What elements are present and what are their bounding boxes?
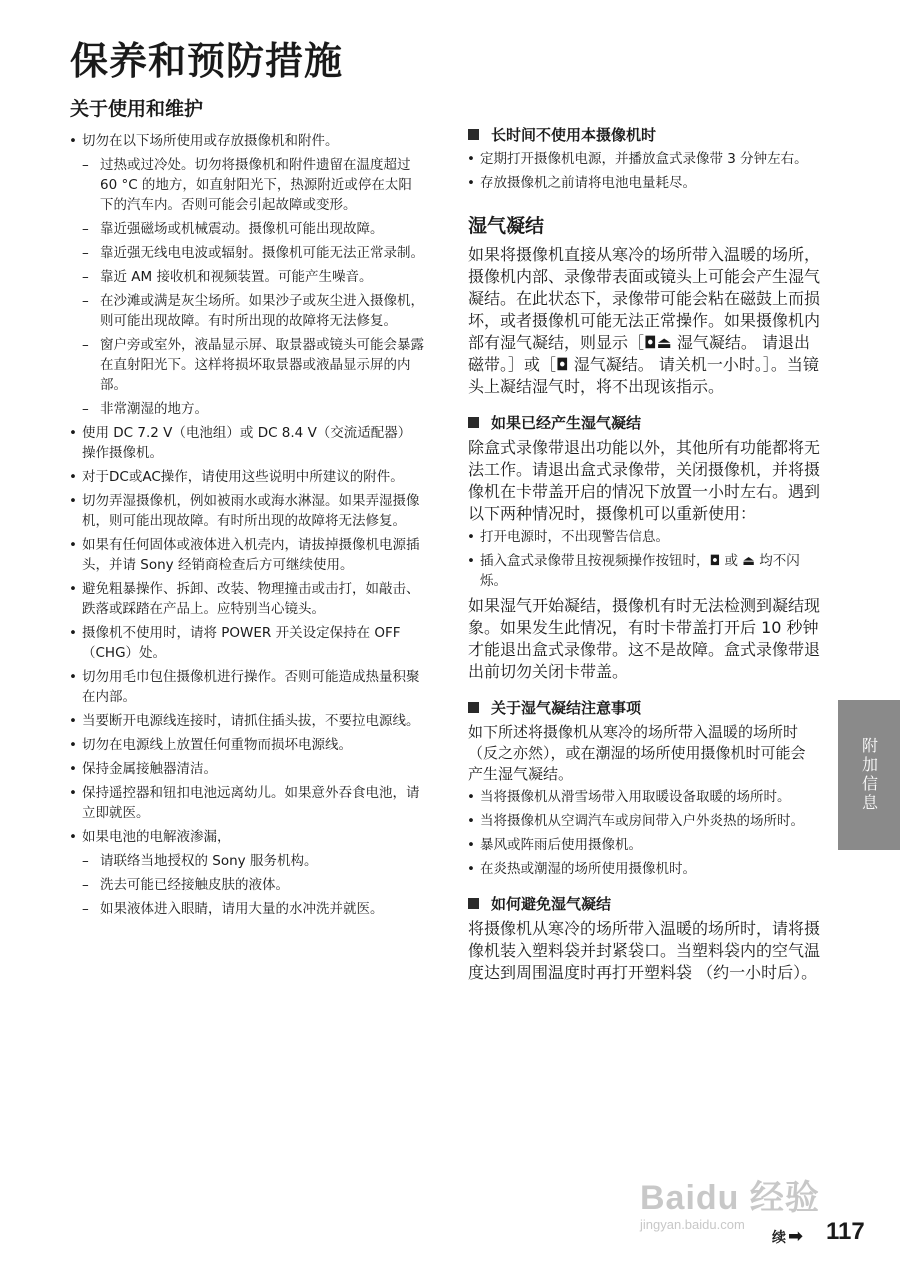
page-title: 保养和预防措施 bbox=[70, 39, 344, 83]
sub-list-item: – 过热或过冷处。切勿将摄像机和附件遗留在温度超过 60 °C 的地方，如直射阳光下，热源附近或停在太阳下的汽车内。否则可能会引起故障或变形。 bbox=[68, 155, 424, 215]
section-heading-notes: 关于湿气凝结注意事项 bbox=[468, 697, 820, 718]
list-item: • 如果有任何固体或液体进入机壳内，请拔掉摄像机电源插头，并请 Sony 经销商检查后方可继续使用。 bbox=[68, 535, 424, 575]
list-item: • 打开电源时，不出现警告信息。 bbox=[466, 527, 820, 547]
square-bullet-icon bbox=[468, 702, 479, 713]
section-heading-usage: 关于使用和维护 bbox=[70, 98, 204, 120]
list-item: • 切勿用毛巾包住摄像机进行操作。否则可能造成热量积聚在内部。 bbox=[68, 667, 424, 707]
section-heading-if-condensed: 如果已经产生湿气凝结 bbox=[468, 412, 820, 433]
list-item: • 如果电池的电解液渗漏， bbox=[68, 827, 424, 847]
notes-list bbox=[466, 787, 820, 879]
list-item: • 定期打开摄像机电源，并播放盒式录像带 3 分钟左右。 bbox=[466, 149, 820, 169]
sub-list-item: – 靠近 AM 接收机和视频装置。可能产生噪音。 bbox=[68, 267, 424, 287]
arrow-right-icon: ➡ bbox=[788, 1226, 804, 1247]
square-bullet-icon bbox=[468, 898, 479, 909]
list-item: • 在炎热或潮湿的场所使用摄像机时。 bbox=[466, 859, 820, 879]
list-item: • 使用 DC 7.2 V（电池组）或 DC 8.4 V（交流适配器）操作摄像机。 bbox=[68, 423, 424, 463]
if-condensed-paragraph-2: 如果湿气开始凝结，摄像机有时无法检测到凝结现象。如果发生此情况，有时卡带盖打开后 10 秒钟才能退出盒式录像带。这不是故障。盒式录像带退出前切勿关闭卡带盖。 bbox=[468, 596, 821, 681]
side-tab-label: 附加信息 bbox=[859, 737, 879, 813]
list-item: • 插入盒式录像带且按视频操作按钮时，◘ 或 ⏏ 均不闪烁。 bbox=[466, 551, 820, 591]
long-term-list bbox=[466, 149, 820, 193]
square-bullet-icon bbox=[468, 129, 479, 140]
page-number: 117 bbox=[826, 1218, 865, 1245]
list-item: • 切勿在以下场所使用或存放摄像机和附件。 bbox=[68, 131, 424, 151]
list-item: • 摄像机不使用时，请将 POWER 开关设定保持在 OFF （CHG）处。 bbox=[68, 623, 424, 663]
section-heading-prevent: 如何避免湿气凝结 bbox=[468, 893, 820, 914]
prevent-paragraph: 将摄像机从寒冷的场所带入温暖的场所时，请将摄像机装入塑料袋并封紧袋口。当塑料袋内的空气温度达到周围温度时再打开塑料袋 （约一小时后）。 bbox=[468, 919, 821, 982]
sub-list-item: – 请联络当地授权的 Sony 服务机构。 bbox=[68, 851, 424, 871]
list-item: • 暴风或阵雨后使用摄像机。 bbox=[466, 835, 820, 855]
square-bullet-icon bbox=[468, 417, 479, 428]
section-heading-long-term: 长时间不使用本摄像机时 bbox=[468, 124, 820, 145]
condensation-paragraph: 如果将摄像机直接从寒冷的场所带入温暖的场所，摄像机内部、录像带表面或镜头上可能会产生湿气凝结。在此状态下，录像带可能会粘在磁鼓上而损坏，或者摄像机可能无法正常操作。如果摄像机内部有湿气凝结，则显示［◘⏏ 湿气凝结。 请退出磁带。］或［◘ 湿气凝结。 请关机一小时。］。当镜头上凝结湿气时，将不出现该指示。 bbox=[468, 245, 821, 396]
usage-list bbox=[68, 131, 424, 919]
left-column bbox=[68, 94, 424, 923]
list-item: • 存放摄像机之前请将电池电量耗尽。 bbox=[466, 173, 820, 193]
if-condensed-paragraph: 除盒式录像带退出功能以外，其他所有功能都将无法工作。请退出盒式录像带，关闭摄像机，并将摄像机在卡带盖开启的情况下放置一小时左右。遇到以下两种情况时，摄像机可以重新使用： bbox=[468, 438, 821, 523]
watermark-logo: Baidu 经验 bbox=[640, 1179, 820, 1217]
list-item: • 当将摄像机从滑雪场带入用取暖设备取暖的场所时。 bbox=[466, 787, 820, 807]
sub-list-item: – 如果液体进入眼睛，请用大量的水冲洗并就医。 bbox=[68, 899, 424, 919]
if-condensed-list bbox=[466, 527, 820, 591]
list-item: • 当将摄像机从空调汽车或房间带入户外炎热的场所时。 bbox=[466, 811, 820, 831]
sub-list-item: – 窗户旁或室外，液晶显示屏、取景器或镜头可能会暴露在直射阳光下。这样将损坏取景器或液晶显示屏的内部。 bbox=[68, 335, 424, 395]
list-item: • 切勿在电源线上放置任何重物而损坏电源线。 bbox=[68, 735, 424, 755]
list-item: • 保持遥控器和钮扣电池远离幼儿。如果意外吞食电池，请立即就医。 bbox=[68, 783, 424, 823]
sub-list-item: – 在沙滩或满是灰尘场所。如果沙子或灰尘进入摄像机，则可能出现故障。有时所出现的故障将无法修复。 bbox=[68, 291, 424, 331]
sub-list-item: – 靠近强磁场或机械震动。摄像机可能出现故障。 bbox=[68, 219, 424, 239]
side-tab bbox=[838, 700, 900, 850]
sub-list-item: – 非常潮湿的地方。 bbox=[68, 399, 424, 419]
list-item: • 切勿弄湿摄像机，例如被雨水或海水淋湿。如果弄湿摄像机，则可能出现故障。有时所出现的故障将无法修复。 bbox=[68, 491, 424, 531]
continued-label: 续 bbox=[772, 1229, 786, 1246]
continued-indicator bbox=[772, 1226, 803, 1247]
list-item: • 保持金属接触器清洁。 bbox=[68, 759, 424, 779]
watermark-url: jingyan.baidu.com bbox=[640, 1217, 745, 1232]
list-item: • 对于DC或AC操作，请使用这些说明中所建议的附件。 bbox=[68, 467, 424, 487]
watermark bbox=[640, 1170, 820, 1232]
section-heading-condensation: 湿气凝结 bbox=[468, 215, 545, 237]
right-column bbox=[466, 124, 820, 986]
list-item: • 当要断开电源线连接时，请抓住插头拔，不要拉电源线。 bbox=[68, 711, 424, 731]
list-item: • 避免粗暴操作、拆卸、改装、物理撞击或击打，如敲击、跌落或踩踏在产品上。应特别当心镜头。 bbox=[68, 579, 424, 619]
sub-list-item: – 洗去可能已经接触皮肤的液体。 bbox=[68, 875, 424, 895]
sub-list-item: – 靠近强无线电电波或辐射。摄像机可能无法正常录制。 bbox=[68, 243, 424, 263]
notes-paragraph: 如下所述将摄像机从寒冷的场所带入温暖的场所时 （反之亦然），或在潮湿的场所使用摄像机时可能会产生湿气凝结。 bbox=[468, 723, 806, 783]
